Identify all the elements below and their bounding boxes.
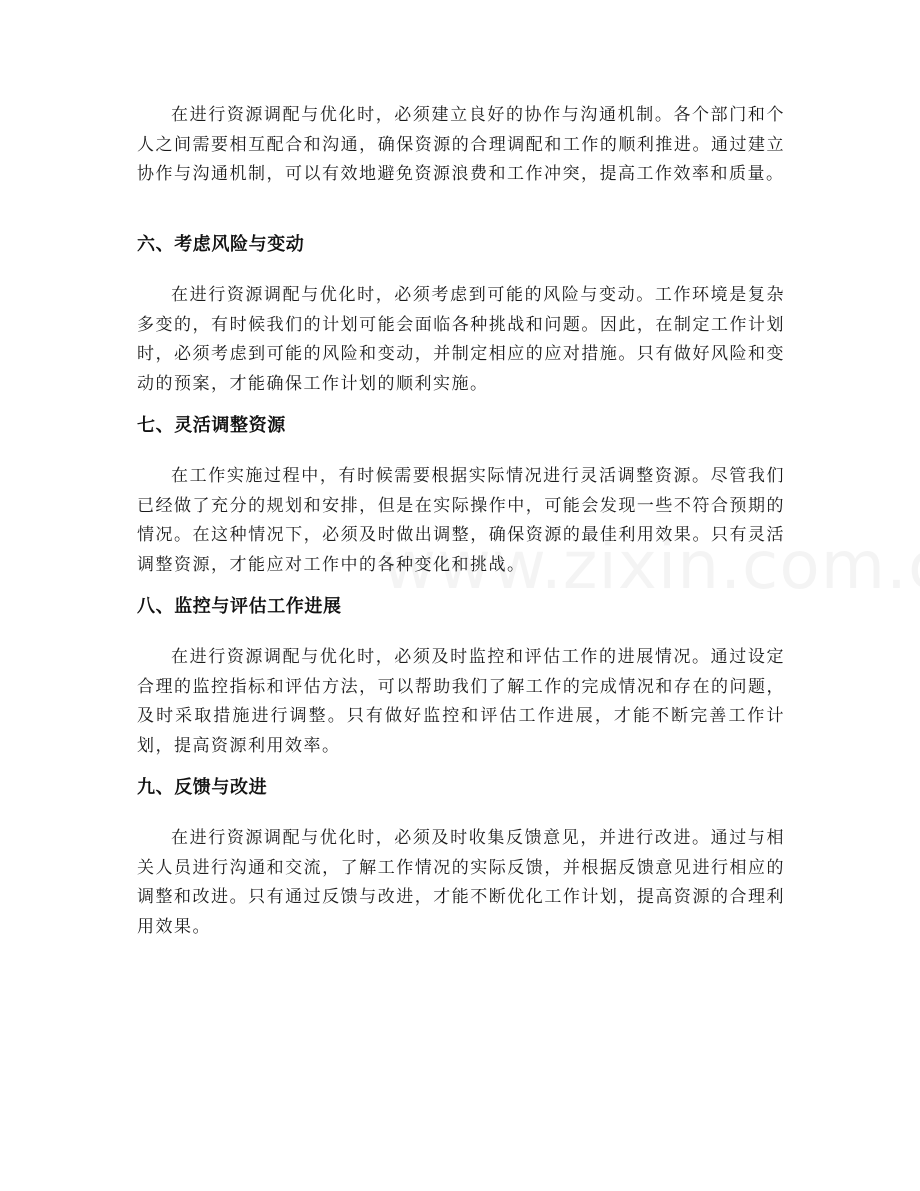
section-paragraph-flexible: 在工作实施过程中，有时候需要根据实际情况进行灵活调整资源。尽管我们已经做了充分的规划和安排，但是在实际操作中，可能会发现一些不符合预期的情况。在这种情况下，必须及时做出调整，确保资源的最佳利用效果。只有灵活调整资源，才能应对工作中的各种变化和挑战。 xyxy=(137,466,785,575)
section-heading-risk: 六、考虑风险与变动 xyxy=(137,234,305,255)
intro-paragraph: 在进行资源调配与优化时，必须建立良好的协作与沟通机制。各个部门和个人之间需要相互配合和沟通，确保资源的合理调配和工作的顺利推进。通过建立协作与沟通机制，可以有效地避免资源浪费和工作冲突，提高工作效率和质量。 xyxy=(137,105,785,184)
section-paragraph-risk: 在进行资源调配与优化时，必须考虑到可能的风险与变动。工作环境是复杂多变的，有时候我们的计划可能会面临各种挑战和问题。因此，在制定工作计划时，必须考虑到可能的风险和变动，并制定相应的应对措施。只有做好风险和变动的预案，才能确保工作计划的顺利实施。 xyxy=(137,285,785,394)
section-paragraph-feedback: 在进行资源调配与优化时，必须及时收集反馈意见，并进行改进。通过与相关人员进行沟通和交流，了解工作情况的实际反馈，并根据反馈意见进行相应的调整和改进。只有通过反馈与改进，才能不断优化工作计划，提高资源的合理利用效果。 xyxy=(137,828,785,937)
document-page xyxy=(137,101,785,942)
section-paragraph-monitor: 在进行资源调配与优化时，必须及时监控和评估工作的进展情况。通过设定合理的监控指标和评估方法，可以帮助我们了解工作的完成情况和存在的问题，及时采取措施进行调整。只有做好监控和评估工作进展，才能不断完善工作计划，提高资源利用效率。 xyxy=(137,647,785,756)
section-heading-feedback: 九、反馈与改进 xyxy=(137,777,268,798)
section-heading-flexible: 七、灵活调整资源 xyxy=(137,415,286,436)
section-heading-monitor: 八、监控与评估工作进展 xyxy=(137,596,342,617)
